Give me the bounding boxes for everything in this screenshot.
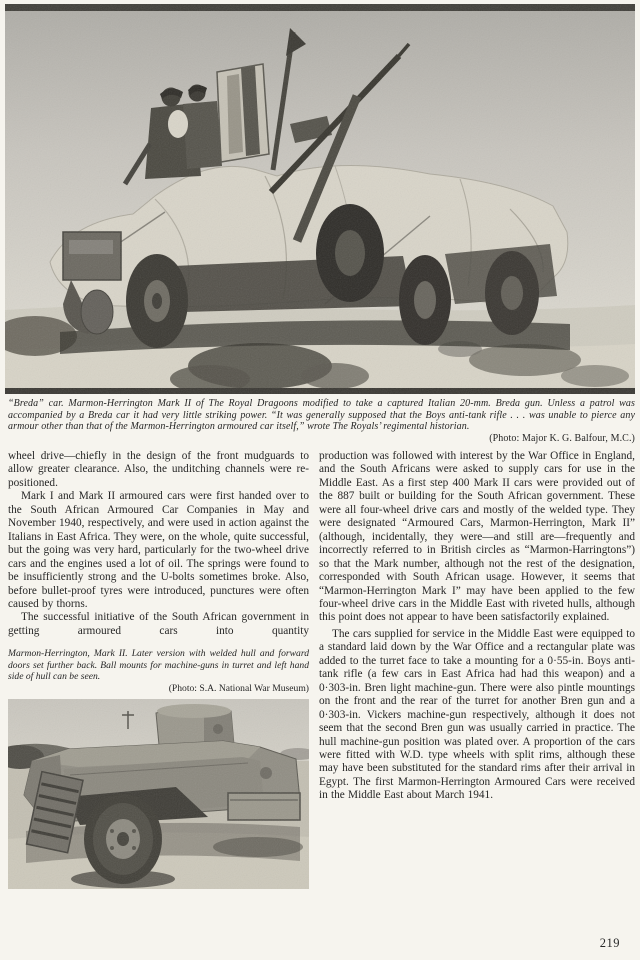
caption-bottom-credit: (Photo: S.A. National War Museum) (168, 682, 309, 694)
page-number: 219 (599, 936, 620, 950)
caption-top-credit: (Photo: Major K. G. Balfour, M.C.) (489, 432, 635, 444)
film-grain-overlay (5, 4, 635, 394)
paragraph: wheel drive—chiefly in the design of the front mudguards to allow greater clearance. Also, the unditching channels were re-positioned. (8, 450, 309, 489)
paragraph: The cars supplied for service in the Middle East were equipped to a standard laid down by the War Office and a rectangular plate was added to the turret face to take a mounting for a 0·55-in. Boys anti-tank rifle (a few cars in East Africa had had this weapon) and a 0·303-in. Bren light machine-gun. There were also pintle mountings on the front and the rear of the turret for another Bren gun and a 0·303-in. Vickers machine-gun respectively, although it does not seem that the second Bren gun was usually carried in practice. The hull machine-gun position was plated over. A proportion of the cars were fitted with W.D. type wheels with split rims, although these may have been substituted for the standard rims after their arrival in Egypt. The first Marmon-Herrington Armoured Cars were received in the Middle East about March 1941. (319, 627, 635, 802)
photo-mark-ii-welded-hull (8, 699, 309, 889)
photo-breda-car (5, 4, 635, 394)
photo-caption-bottom (8, 648, 309, 694)
caption-top-text: “Breda” car. Marmon-Herrington Mark II of The Royal Dragoons modified to take a captured Italian 20-mm. Breda gun. Unless a patrol was accompanied by a Breda car it had very little striking power. “It was generally supposed that the Boys anti-tank rifle . . . was unable to pierce any armour other than that of the Marmon-Herrington armoured car itself,” wrote The Royals’ regimental historian. (8, 398, 635, 433)
paragraph: Mark I and Mark II armoured cars were first handed over to the South African Armoured Car Companies in May and November 1940, respectively, and were used in action against the Italians in East Africa. They were, on the whole, quite successful, but the going was very hard, particularly for the two-wheel drive cars and the engines used a lot of oil. The springs were found to be insufficiently strong and the U-bolts sometimes broke. Also, before bullet-proof tyres were introduced, punctures were often caused by thorns. (8, 490, 309, 610)
left-column (8, 450, 309, 889)
caption-bottom-text: Marmon-Herrington, Mark II. Later version with welded hull and forward doors set further back. Ball mounts for machine-guns in turret and left hand side of hull can be seen. (8, 648, 309, 682)
photo-breda-car-art (5, 4, 635, 394)
right-column (319, 450, 635, 889)
photo-mark-ii-art (8, 699, 309, 889)
film-grain-overlay (8, 699, 309, 889)
paragraph: production was followed with interest by the War Office in England, and the South Africans were asked to supply cars for use in the Middle East. As a first step 400 Mark II cars were provided out of the 887 built or building for the South African government. These were all four-wheel drive cars and mostly of the welded type. They were designated “Armoured Cars, Marmon-Herrington, Mark II” (although, incidentally, they were—and still are—frequently and incorrectly referred to in British circles as “Marmon-Harringtons”) so that the Mark number, although not the rest of the designation, corresponded with South African usage. However, it seems that “Marmon-Herrington Mark I” may have been applied to the few four-wheel drive cars in the Middle East with riveted hulls, although this point does not appear to have been satisfactorily explained. (319, 450, 635, 624)
body-columns (8, 450, 635, 889)
photo-caption-top (8, 398, 635, 444)
paragraph: The successful initiative of the South African government in getting armoured cars into quantity (8, 611, 309, 637)
